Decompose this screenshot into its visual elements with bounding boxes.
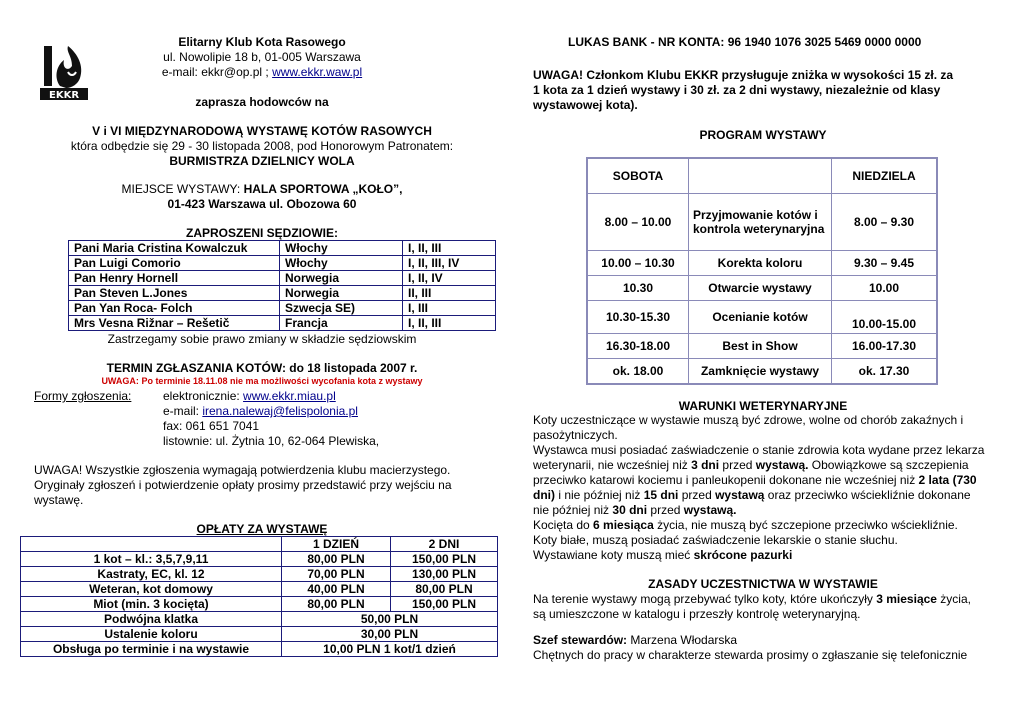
discount-line-2: 1 kota za 1 dzień wystawy i 30 zł. za 2 dni wystawy, niezależnie od klasy xyxy=(533,83,941,97)
vet-line-1: Koty uczestniczące w wystawie muszą być zdrowe, wolne od chorób zakaźnych i xyxy=(533,413,964,427)
program-sunday-time: 9.30 – 9.45 xyxy=(832,251,938,276)
program-sunday-time: 10.00-15.00 xyxy=(832,301,938,334)
program-row xyxy=(587,194,937,251)
steward-name: Marzena Włodarska xyxy=(627,633,738,647)
warning-text: Po terminie 18.11.08 nie ma możliwości wycofania kota z wystawy xyxy=(138,376,423,386)
vet-line-7 xyxy=(533,503,736,518)
vet-line-5 xyxy=(533,473,977,488)
deadline-warning xyxy=(40,375,484,387)
club-address: ul. Nowolipie 18 b, 01-005 Warszawa xyxy=(163,50,361,64)
rules-l1a: Na terenie wystawy mogą przebywać tylko koty, które ukończyły xyxy=(533,592,877,606)
steward-note: Chętnych do pracy w charakterze stewarda prosimy o zgłaszanie się telefonicznie xyxy=(533,648,968,662)
email-prefix: e-mail: xyxy=(163,404,203,418)
vet-l7c: przed xyxy=(647,503,684,517)
club-name: Elitarny Klub Kota Rasowego xyxy=(178,35,346,49)
program-sunday-time: ok. 17.30 xyxy=(832,359,938,385)
forms-label: Formy zgłoszenia: xyxy=(34,389,132,403)
fee-row xyxy=(21,567,498,582)
discount-line-3: wystawowej kota). xyxy=(533,98,638,112)
judge-row xyxy=(69,271,496,286)
vet-l7b: 30 dni xyxy=(612,503,648,517)
judge-row xyxy=(69,241,496,256)
vet-l4e: Obowiązkowe są szczepienia xyxy=(808,458,969,472)
vet-l10b: skrócone pazurki xyxy=(693,548,793,562)
fee-label: Obsługa po terminie i na wystawie xyxy=(21,642,282,657)
program-sunday-header: NIEDZIELA xyxy=(832,158,938,194)
vet-l6c: 15 dni xyxy=(643,488,679,502)
club-contact xyxy=(40,65,484,80)
vet-l4a: weterynarii, nie wcześniej niż xyxy=(533,458,692,472)
judge-country: Norwegia xyxy=(280,271,403,286)
judge-classes: I, II, III xyxy=(403,241,496,256)
fee-row xyxy=(21,552,498,567)
club-email: e-mail: ekkr@op.pl ; xyxy=(161,65,273,79)
venue-address: 01-423 Warszawa ul. Obozowa 60 xyxy=(167,197,357,211)
fee-1-day: 40,00 PLN xyxy=(282,582,391,597)
judge-row xyxy=(69,286,496,301)
fee-label: Ustalenie koloru xyxy=(21,627,282,642)
fee-row-merged xyxy=(21,612,498,627)
program-row xyxy=(587,276,937,301)
vet-l8a: Kocięta do xyxy=(533,518,594,532)
fee-2-days: 150,00 PLN xyxy=(391,597,498,612)
vet-title: WARUNKI WETERYNARYJNE xyxy=(678,399,848,413)
program-row xyxy=(587,251,937,276)
program-sunday-time: 10.00 xyxy=(832,276,938,301)
program-event: Ocenianie kotów xyxy=(689,301,832,334)
judge-name: Pan Henry Hornell xyxy=(69,271,280,286)
judge-row xyxy=(69,316,496,331)
electronic-prefix: elektronicznie: xyxy=(163,389,244,403)
program-event: Korekta koloru xyxy=(689,251,832,276)
invite-text: zaprasza hodowców na xyxy=(195,95,329,109)
vet-l6e: wystawą xyxy=(715,488,765,502)
judge-name: Mrs Vesna Rižnar – Reše​tič xyxy=(69,316,280,331)
electronic-link[interactable]: www.ekkr.miau.pl xyxy=(243,389,336,403)
program-saturday-time: 16.30-18.00 xyxy=(587,334,689,359)
fees-header-row xyxy=(21,537,498,552)
venue-name: HALA SPORTOWA „KOŁO”, xyxy=(243,182,403,196)
fees-header-1-day: 1 DZIEŃ xyxy=(282,537,391,552)
judge-country: Włochy xyxy=(280,241,403,256)
vet-l6f: oraz przeciwko wściekliźnie dokonane xyxy=(764,488,971,502)
fee-row xyxy=(21,597,498,612)
program-header-row xyxy=(587,158,937,194)
judge-classes: II, III xyxy=(403,286,496,301)
fee-value: 50,00 PLN xyxy=(282,612,498,627)
judge-classes: I, II, IV xyxy=(403,271,496,286)
vet-l7a: nie później niż xyxy=(533,503,613,517)
vet-l10a: Wystawiane koty muszą mieć xyxy=(533,548,694,562)
vet-l4c: przed xyxy=(719,458,756,472)
fees-table xyxy=(20,536,498,657)
judges-table xyxy=(68,240,496,331)
discount-line-1: UWAGA! Członkom Klubu EKKR przysługuje zniżka w wysokości 15 zł. za xyxy=(533,68,954,82)
program-sunday-time: 8.00 – 9.30 xyxy=(832,194,938,251)
club-website-link[interactable]: www.ekkr.waw.pl xyxy=(272,65,363,79)
fee-label: Kastraty, EC, kl. 12 xyxy=(21,567,282,582)
vet-line-4 xyxy=(533,458,969,473)
program-saturday-time: 8.00 – 10.00 xyxy=(587,194,689,251)
rules-title: ZASADY UCZESTNICTWA W WYSTAWIE xyxy=(648,577,878,591)
forms-fax: fax: 061 651 7041 xyxy=(163,419,260,433)
program-event: Best in Show xyxy=(689,334,832,359)
vet-line-2: pasożytniczych. xyxy=(533,428,618,442)
rules-l1b: 3 miesiące xyxy=(876,592,937,606)
judge-classes: I, II, III, IV xyxy=(403,256,496,271)
fee-label: Miot (min. 3 kocięta) xyxy=(21,597,282,612)
forms-electronic xyxy=(163,389,336,404)
deadline-title: TERMIN ZGŁASZANIA KOTÓW: do 18 listopada 2007 r. xyxy=(106,361,418,375)
fee-value: 10,00 PLN 1 kot/1 dzień xyxy=(282,642,498,657)
judge-name: Pani Maria Cristina Kowalczuk xyxy=(69,241,280,256)
vet-l6b: i nie później niż xyxy=(555,488,644,502)
steward-label: Szef stewardów: xyxy=(533,633,628,647)
program-row xyxy=(587,359,937,385)
fee-row-merged xyxy=(21,642,498,657)
judge-row xyxy=(69,301,496,316)
forms-email xyxy=(163,404,358,419)
program-event: Zamknięcie wystawy xyxy=(689,359,832,385)
fees-header-2-days: 2 DNI xyxy=(391,537,498,552)
steward-line xyxy=(533,633,737,648)
fee-row-merged xyxy=(21,627,498,642)
vet-l8b: 6 miesiąca xyxy=(593,518,654,532)
vet-l4d: wystawą. xyxy=(755,458,809,472)
venue-line xyxy=(40,182,484,197)
program-row xyxy=(587,334,937,359)
rules-line-2: są umieszczone w katalogu i przeszły kontrolę weterynaryjną. xyxy=(533,607,861,621)
judge-row xyxy=(69,256,496,271)
judge-name: Pan Steven L.Jones xyxy=(69,286,280,301)
notice-line-3: wystawę. xyxy=(34,493,84,507)
fee-1-day: 80,00 PLN xyxy=(282,597,391,612)
program-saturday-time: 10.00 – 10.30 xyxy=(587,251,689,276)
vet-line-9: Koty białe, muszą posiadać zaświadczenie lekarskie o stanie słuchu. xyxy=(533,533,898,547)
program-row xyxy=(587,301,937,334)
fee-1-day: 70,00 PLN xyxy=(282,567,391,582)
program-event-header xyxy=(689,158,832,194)
vet-line-10 xyxy=(533,548,792,563)
fee-label: Weteran, kot domowy xyxy=(21,582,282,597)
warning-label: UWAGA: xyxy=(101,376,139,386)
venue-label: MIEJSCE WYSTAWY: xyxy=(121,182,244,196)
judges-note: Zastrzegamy sobie prawo zmiany w składzie sędziowskim xyxy=(107,332,417,346)
program-saturday-time: ok. 18.00 xyxy=(587,359,689,385)
judge-name: Pan Yan Roca- Folch xyxy=(69,301,280,316)
program-event: Przyjmowanie kotów i kontrola weterynaryjna xyxy=(689,194,832,251)
patron: BURMISTRZA DZIELNICY WOLA xyxy=(169,154,355,168)
fees-title: OPŁATY ZA WYSTAWĘ xyxy=(196,522,328,536)
forms-mail: listownie: ul. Żytnia 10, 62-064 Plewiska, xyxy=(163,434,380,448)
fee-label: Podwójna klatka xyxy=(21,612,282,627)
program-table xyxy=(586,157,938,385)
judge-country: Szwecja SE) xyxy=(280,301,403,316)
fee-2-days: 150,00 PLN xyxy=(391,552,498,567)
event-title: V i VI MIĘDZYNARODOWĄ WYSTAWĘ KOTÓW RASOWYCH xyxy=(92,124,432,138)
program-title: PROGRAM WYSTAWY xyxy=(699,128,827,142)
email-link[interactable]: irena.nalewaj@felispolonia.pl xyxy=(202,404,358,418)
fees-header-empty xyxy=(21,537,282,552)
vet-l6a: dni) xyxy=(533,488,555,502)
notice-line-1: UWAGA! Wszystkie zgłoszenia wymagają potwierdzenia klubu macierzystego. xyxy=(34,463,451,477)
bank-account: LUKAS BANK - NR KONTA: 96 1940 1076 3025 5469 0000 0000 xyxy=(568,35,922,49)
vet-line-3: Wystawca musi posiadać zaświadczenie o stanie zdrowia kota wydane przez lekarza xyxy=(533,443,985,457)
judge-country: Norwegia xyxy=(280,286,403,301)
rules-l1c: życia, xyxy=(936,592,971,606)
vet-l6d: przed xyxy=(678,488,716,502)
judges-title: ZAPROSZENI SĘDZIOWIE: xyxy=(185,226,338,240)
event-dates: która odbędzie się 29 - 30 listopada 2008, pod Honorowym Patronatem: xyxy=(70,139,454,153)
program-saturday-time: 10.30-15.30 xyxy=(587,301,689,334)
judge-classes: I, II, III xyxy=(403,316,496,331)
fee-2-days: 80,00 PLN xyxy=(391,582,498,597)
program-saturday-header: SOBOTA xyxy=(587,158,689,194)
fee-label: 1 kot – kl.: 3,5,7,9,11 xyxy=(21,552,282,567)
rules-line-1 xyxy=(533,592,971,607)
program-sunday-time: 16.00-17.30 xyxy=(832,334,938,359)
judge-name: Pan Luigi Comorio xyxy=(69,256,280,271)
fee-row xyxy=(21,582,498,597)
vet-l7d: wystawą. xyxy=(683,503,737,517)
judge-classes: I, III xyxy=(403,301,496,316)
fee-2-days: 130,00 PLN xyxy=(391,567,498,582)
judge-country: Włochy xyxy=(280,256,403,271)
vet-l4b: 3 dni xyxy=(691,458,720,472)
vet-l5b: 2 lata (730 xyxy=(918,473,977,487)
vet-line-8 xyxy=(533,518,958,533)
notice-line-2: Oryginały zgłoszeń i potwierdzenie opłaty prosimy przedstawić przy wejściu na xyxy=(34,478,452,492)
judge-country: Francja xyxy=(280,316,403,331)
fee-value: 30,00 PLN xyxy=(282,627,498,642)
program-saturday-time: 10.30 xyxy=(587,276,689,301)
program-event: Otwarcie wystawy xyxy=(689,276,832,301)
vet-l8c: życia, nie muszą być szczepione przeciwko wściekliźnie. xyxy=(653,518,958,532)
logo-text: EKKR xyxy=(48,90,80,101)
vet-l5a: przeciwko katarowi kociemu i panleukopenii dokonane nie wcześniej niż xyxy=(533,473,919,487)
fee-1-day: 80,00 PLN xyxy=(282,552,391,567)
vet-line-6 xyxy=(533,488,971,503)
